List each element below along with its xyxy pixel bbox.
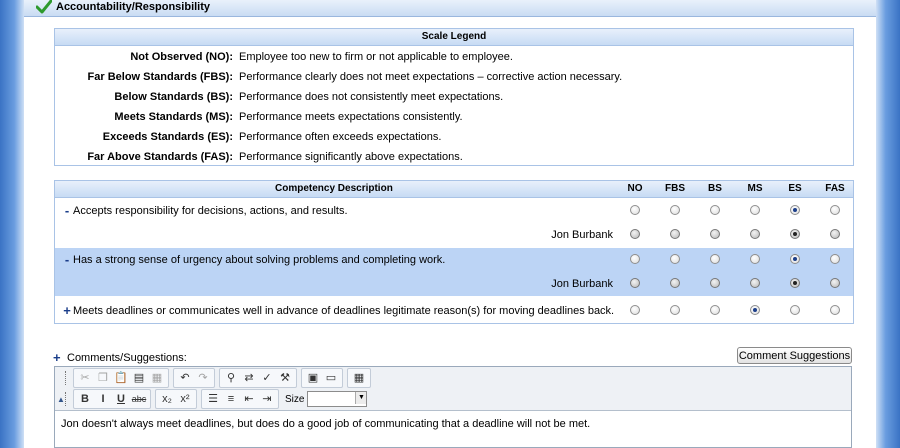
find-icon[interactable]: ⚲ [226,372,236,384]
rater-name: Jon Burbank [551,229,613,241]
competency-row [55,299,853,323]
radio-bs[interactable] [710,305,720,315]
window-frame-left [0,0,24,448]
toolbar-group-edit [219,368,297,388]
legend-definition: Performance meets expectations consistently. [239,111,463,123]
section-title: Accountability/Responsibility [56,1,211,13]
radio-fbs [670,278,680,288]
radio-no [630,278,640,288]
redo-icon[interactable]: ↷ [198,372,208,384]
legend-row [55,147,853,167]
toolbar-group-history [173,368,215,388]
strikethrough-icon[interactable]: abc [131,394,147,404]
rich-text-editor [54,366,852,448]
radio-fas [830,278,840,288]
italic-icon[interactable]: I [101,393,105,405]
undo-icon[interactable]: ↶ [180,372,190,384]
underline-icon[interactable]: U [117,393,125,405]
rater-row [55,223,853,247]
legend-row [55,87,853,107]
legend-definition: Performance does not consistently meet expectations. [239,91,504,103]
radio-fbs[interactable] [670,205,680,215]
radio-bs [710,229,720,239]
spellcheck-icon[interactable]: ✓ [262,372,272,384]
comment-text[interactable]: Jon doesn't always meet deadlines, but does do a good job of communicating that a deadline will not be met. [61,418,591,430]
competency-table [54,180,854,324]
toolbar-grip[interactable] [65,392,69,406]
column-header-ms: MS [747,183,763,194]
toolbar-group-script [155,389,197,409]
paste-text-icon[interactable]: ▤ [133,372,145,384]
radio-fas[interactable] [830,305,840,315]
competency-row [55,199,853,223]
legend-term: Far Below Standards (FBS): [87,71,233,83]
superscript-icon[interactable]: x² [180,393,190,405]
font-size-select[interactable] [307,391,367,407]
comments-label: Comments/Suggestions: [67,352,187,364]
legend-row [55,47,853,67]
radio-es[interactable] [790,205,800,215]
comment-suggestions-button[interactable]: Comment Suggestions [737,347,852,364]
competency-text: Has a strong sense of urgency about solving problems and completing work. [73,254,446,266]
toolbar-row-1 [65,368,375,388]
expand-toggle-icon[interactable]: + [63,303,71,318]
radio-bs[interactable] [710,254,720,264]
legend-row [55,107,853,127]
toolbar-grip[interactable] [65,371,69,385]
cut-icon[interactable]: ✂ [80,372,90,384]
radio-fbs[interactable] [670,305,680,315]
radio-es [790,229,800,239]
legend-definition: Employee too new to firm or not applicable to employee. [239,51,513,63]
toolbar-group-insert [301,368,343,388]
size-label: Size [285,393,305,405]
radio-ms[interactable] [750,254,760,264]
legend-row [55,67,853,87]
radio-ms [750,229,760,239]
column-header-fbs: FBS [665,183,685,194]
legend-term: Far Above Standards (FAS): [87,151,233,163]
column-header-fas: FAS [825,183,845,194]
bulleted-list-icon[interactable]: ≡ [227,393,235,405]
legend-term: Exceeds Standards (ES): [102,131,233,143]
collapse-toolbar-icon[interactable]: ▲ [57,395,65,404]
rater-name: Jon Burbank [551,278,613,290]
legend-term: Meets Standards (MS): [114,111,233,123]
toolbar-group-clipboard [73,368,169,388]
maximize-icon[interactable]: ▦ [353,372,365,384]
comments-expand-icon[interactable]: + [53,350,61,365]
legend-term: Not Observed (NO): [130,51,233,63]
radio-fas [830,229,840,239]
table-icon[interactable]: ▭ [325,372,337,384]
toolbar-row-2 [65,389,367,409]
collapse-toggle-icon[interactable]: - [64,203,70,218]
window-frame-right [876,0,900,448]
image-icon[interactable]: ▣ [307,372,319,384]
collapse-toggle-icon[interactable]: - [64,252,70,267]
radio-bs [710,278,720,288]
radio-no[interactable] [630,254,640,264]
legend-definition: Performance significantly above expectations. [239,151,463,163]
rater-row [55,272,853,296]
radio-ms[interactable] [750,205,760,215]
legend-definition: Performance often exceeds expectations. [239,131,442,143]
radio-es [790,278,800,288]
column-header-bs: BS [708,183,722,194]
paste-icon[interactable]: 📋 [114,372,128,384]
radio-ms [750,278,760,288]
remove-format-icon[interactable]: ⚒ [280,372,290,384]
outdent-icon[interactable]: ⇤ [244,393,254,405]
radio-bs[interactable] [710,205,720,215]
radio-no[interactable] [630,205,640,215]
numbered-list-icon[interactable]: ☰ [208,393,218,405]
competency-row [55,248,853,272]
checkmark-icon [36,0,52,14]
subscript-icon[interactable]: x₂ [162,393,172,405]
competency-text: Meets deadlines or communicates well in advance of deadlines legitimate reason(s) for moving deadlines back. [73,305,615,317]
radio-es[interactable] [790,254,800,264]
radio-fbs [670,229,680,239]
column-header-es: ES [788,183,802,194]
legend-term: Below Standards (BS): [114,91,233,103]
competency-text: Accepts responsibility for decisions, actions, and results. [73,205,348,217]
replace-icon[interactable]: ⇄ [244,372,254,384]
radio-es[interactable] [790,305,800,315]
copy-icon[interactable]: ❐ [98,372,108,384]
indent-icon[interactable]: ⇥ [262,393,272,405]
radio-fas[interactable] [830,254,840,264]
toolbar-group-lists [201,389,279,409]
column-header-no: NO [627,183,643,194]
paste-word-icon[interactable]: ▦ [151,372,163,384]
legend-row [55,127,853,147]
scale-legend [54,28,854,166]
toolbar-group-format [73,389,151,409]
legend-definition: Performance clearly does not meet expectations – corrective action necessary. [239,71,623,83]
radio-no [630,229,640,239]
competency-table-header [55,181,853,198]
radio-ms[interactable] [750,305,760,315]
competency-header-title: Competency Description [275,183,393,194]
scale-legend-title: Scale Legend [55,29,853,46]
radio-fbs[interactable] [670,254,680,264]
radio-no[interactable] [630,305,640,315]
radio-fas[interactable] [830,205,840,215]
chevron-down-icon: ▼ [355,392,366,404]
toolbar-group-view [347,368,371,388]
bold-icon[interactable]: B [81,393,89,405]
